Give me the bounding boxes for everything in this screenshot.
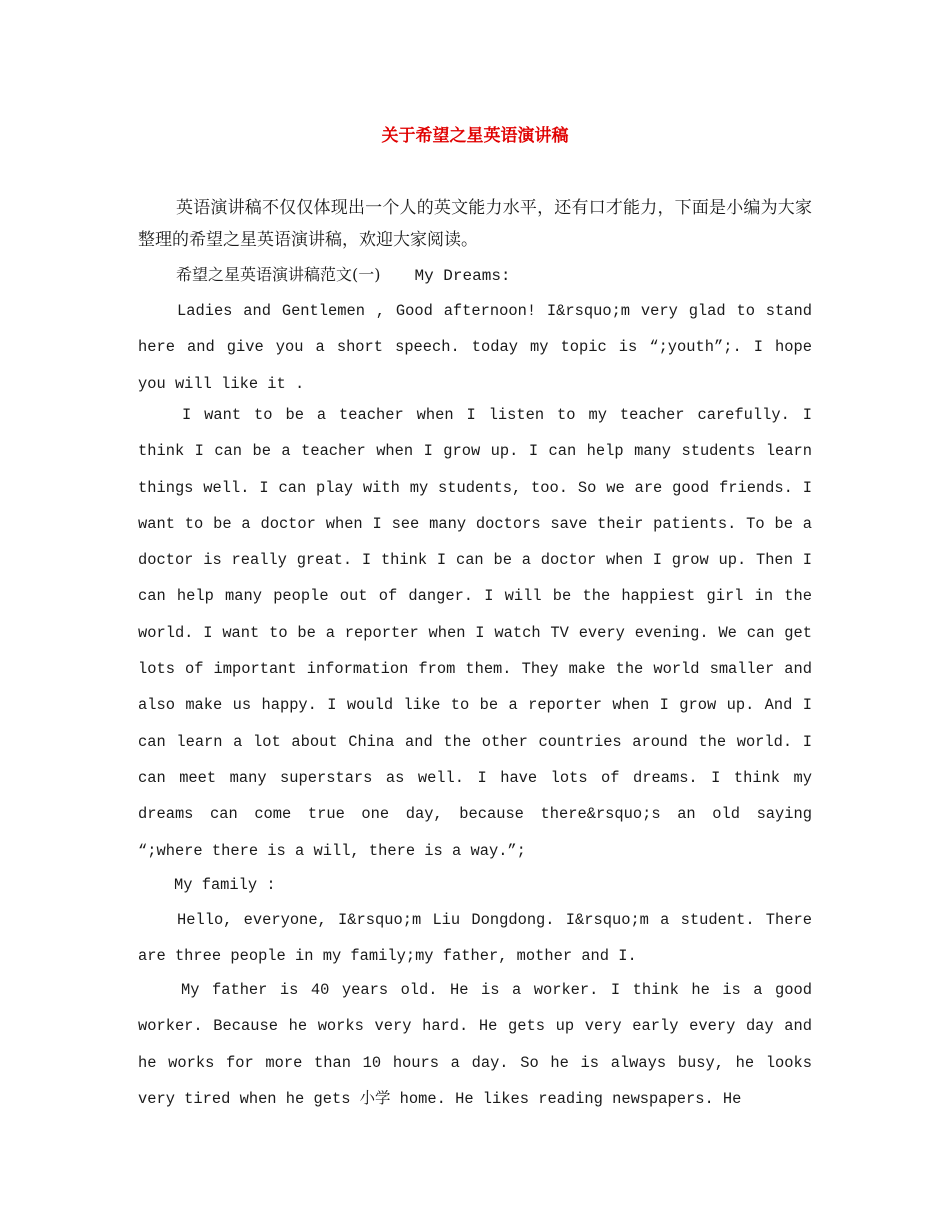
document-page (138, 0, 812, 1230)
section-heading (176, 262, 511, 289)
family-heading: My family : (174, 876, 276, 894)
paragraph-greeting: Ladies and Gentlemen , Good afternoon! I&rsquo;m very glad to stand here and give you a short speech. today my topic is “;youth”;. I hope you will like it . (138, 302, 812, 393)
speech-title: My Dreams: (414, 267, 511, 285)
paragraph-dreams: I want to be a teacher when I listen to my teacher carefully. I think I can be a teacher when I grow up. I can help many students learn things well. I can play with my students, too. So we are good friends. I want to be a doctor when I see many doctors save their patients. To be a doctor is really great. I think I can be a doctor when I grow up. Then I can help many people out of danger. I will be the happiest girl in the world. I want to be a reporter when I watch TV every evening. We can get lots of important information from them. They make the world smaller and also make us happy. I would like to be a reporter when I grow up. And I can learn a lot about China and the other countries around the world. I can meet many superstars as well. I have lots of dreams. I think my dreams can come true one day, because there&rsquo;s an old saying “;where there is a will, there is a way.”; (138, 406, 812, 860)
document-title: 关于希望之星英语演讲稿 (381, 126, 569, 146)
section-heading-label: 希望之星英语演讲稿范文(一) (176, 265, 381, 284)
paragraph-father: My father is 40 years old. He is a worker. I think he is a good worker. Because he works very hard. He gets up very early every day and he works for more than 10 hours a day. So he is always busy, he looks very tired when he gets 小学 home. He likes reading newspapers. He (138, 981, 812, 1108)
intro-paragraph: 英语演讲稿不仅仅体现出一个人的英文能力水平，还有口才能力，下面是小编为大家整理的希望之星英语演讲稿，欢迎大家阅读。 (138, 198, 812, 250)
paragraph-family-intro: Hello, everyone, I&rsquo;m Liu Dongdong. I&rsquo;m a student. There are three people in my family;my father, mother and I. (138, 911, 812, 966)
